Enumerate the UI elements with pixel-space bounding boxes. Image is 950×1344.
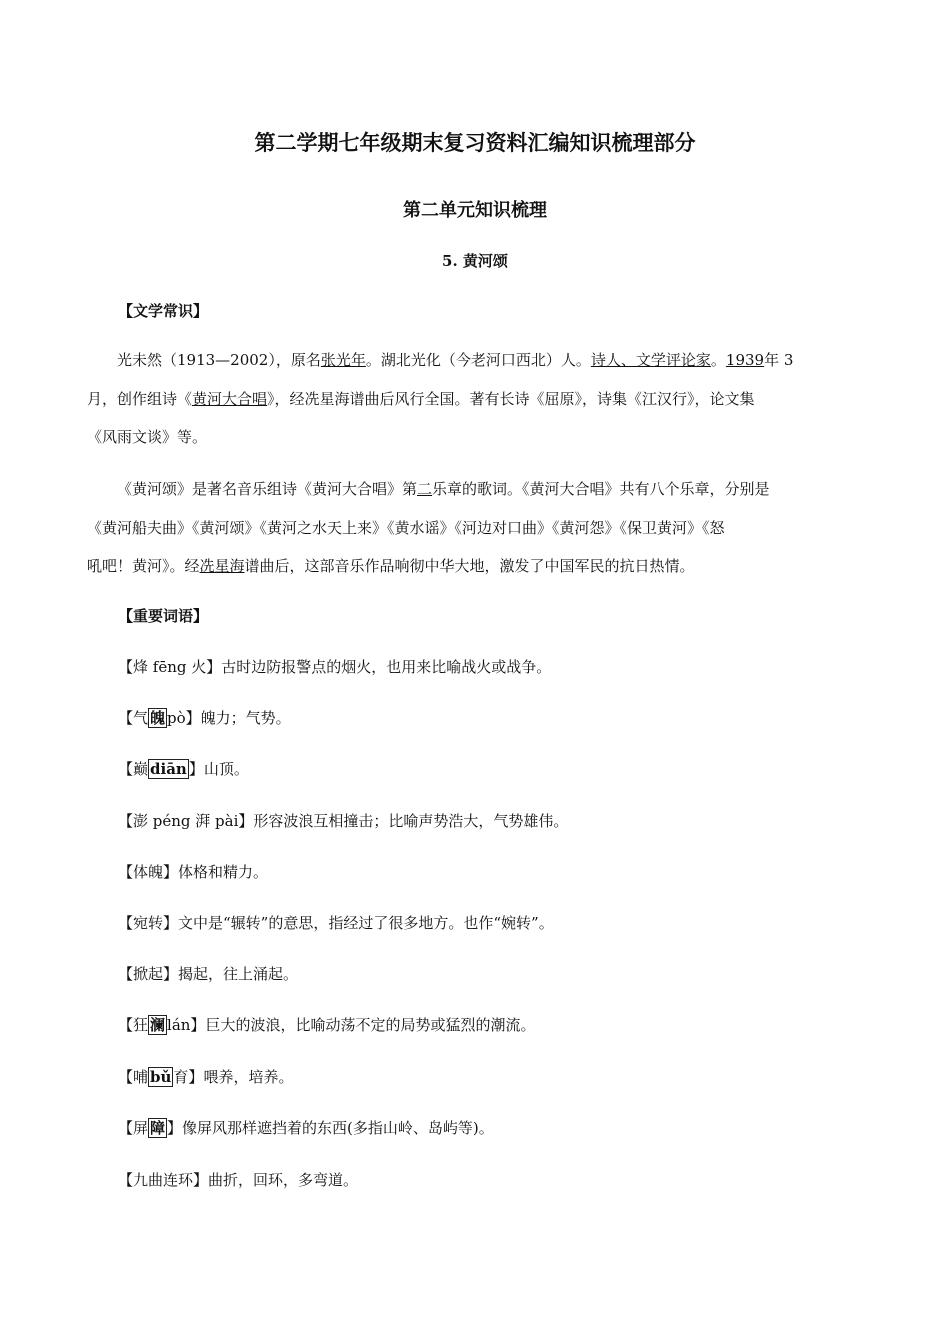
composer-name: 冼星海	[199, 557, 245, 575]
vocab-entry: 【体魄】体格和精力。	[118, 863, 269, 881]
vocab-entry: 【哺 bǔ 育】喂养，培养。	[118, 1068, 294, 1086]
vocab-entry: 【澎 péng 湃 pài】形容波浪互相撞击；比喻声势浩大，气势雄伟。	[118, 812, 569, 830]
vocab-entry: 【宛转】文中是“辗转”的意思，指经过了很多地方。也作“婉转”。	[118, 914, 554, 932]
vocab-entry: 【九曲连环】曲折，回环，多弯道。	[118, 1171, 359, 1189]
document-title: 第二学期七年级期末复习资料汇编知识梳理部分	[254, 130, 696, 155]
boxed-pinyin: bǔ	[150, 1068, 172, 1086]
vocab-entry: 【气 魄 pò】魄力；气势。	[118, 709, 291, 727]
boxed-character: 澜	[150, 1016, 166, 1034]
movement-number: 二	[417, 480, 433, 498]
vocab-entry: 【巅 diān 】山顶。	[118, 760, 249, 778]
vocab-entry: 【屏 障 】像屏风那样遮挡着的东西(多指山岭、岛屿等)。	[118, 1119, 494, 1137]
vocab-entry: 【掀起】揭起，往上涌起。	[118, 965, 299, 983]
lesson-title: 5. 黄河颂	[442, 252, 508, 270]
literary-knowledge-heading: 【文学常识】	[118, 302, 209, 320]
boxed-pinyin: diān	[150, 760, 187, 778]
author-paragraph: 光未然（1913—2002），原名张光年。湖北光化（今老河口西北）人。诗人、文学评论家。1939年 3 月，创作组诗《黄河大合唱》，经冼星海谱曲后风行全国。著有长诗《屈原》，诗集《江汉行》，论文集 《风雨文谈》等。	[87, 351, 794, 446]
author-role: 诗人、文学评论家	[590, 351, 711, 369]
unit-title: 第二单元知识梳理	[403, 200, 547, 221]
creation-year: 1939	[725, 351, 765, 369]
work-title: 黄河大合唱	[192, 389, 268, 408]
vocab-entry: 【烽 fēng 火】古时边防报警点的烟火，也用来比喻战火或战争。	[118, 658, 552, 676]
author-real-name: 张光年	[320, 351, 366, 369]
boxed-character: 魄	[150, 709, 166, 727]
vocab-entry: 【狂 澜 lán】巨大的波浪，比喻动荡不定的局势或猛烈的潮流。	[118, 1016, 536, 1034]
vocabulary-heading: 【重要词语】	[118, 607, 209, 625]
boxed-character: 障	[150, 1119, 166, 1137]
work-paragraph: 《黄河颂》是著名音乐组诗《黄河大合唱》第二乐章的歌词。《黄河大合唱》共有八个乐章，分别是 《黄河船夫曲》《黄河颂》《黄河之水天上来》《黄水谣》《河边对口曲》《黄河怨》《保卫黄河》《怒 吼吧！黄河》。经冼星海谱曲后，这部音乐作品响彻中华大地，激发了中国军民的抗日热情。	[87, 480, 770, 575]
